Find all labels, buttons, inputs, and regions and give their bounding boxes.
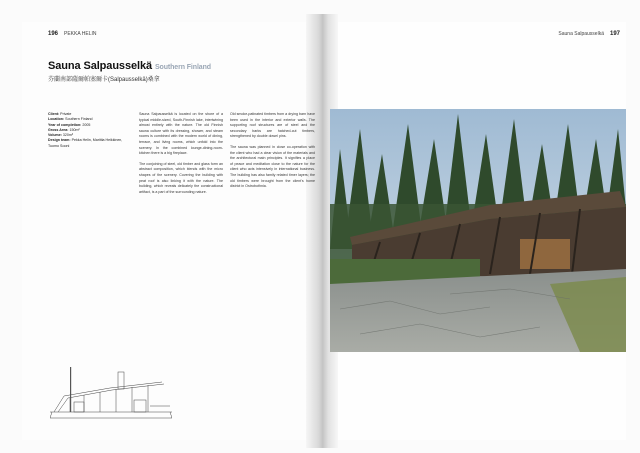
left-page-number: 196 <box>48 31 59 37</box>
section-title: Sauna Salpausselkä <box>558 31 604 37</box>
body-column-1 <box>139 112 223 200</box>
title-name: Sauna Salpausselkä <box>48 60 152 72</box>
meta-value: 150m² <box>68 127 80 132</box>
body-paragraph: The sauna was planned in close co-operation with the client who had a clear vision of the materials and the architectural main principles. It signifies a place of peace and meditation close to the nature for the client who acts intensively in international business. The building has also family related timer layers; the old timbers were brought from the client's home district in Ostrobothnia. <box>230 144 315 189</box>
meta-value: 320m³ <box>61 133 74 138</box>
title-region: Southern Finland <box>154 64 211 71</box>
meta-key: Year of completion: <box>48 122 82 127</box>
meta-value: Southern Finland <box>64 117 93 122</box>
right-page-number: 197 <box>609 31 620 37</box>
left-page-header <box>48 31 97 37</box>
meta-key: Volume: <box>48 133 62 138</box>
body-paragraph: The conjoining of steel, old timber and glass form an abstract composition, which blends with the micro shapes of the scenery. Covering the building with peat roof is also linking it with the nature. The building, which reveals delicately the constructional artifact, is a part of the surrounding nature. <box>139 161 223 194</box>
body-paragraph: Sauna Salpausselkä is located on the shore of a typical middle-sized, South-Finnish lake, intertwining almost entirely with the nature. The old Finnish sauna culture with its dressing, shower, and steam rooms is combined with the modern world of dining, terrace, and living rooms, which unfold into the scenery. In the combined lounge-dining-room-kitchen there is a big fireplace. <box>139 112 223 156</box>
meta-key: Gross Area: <box>48 127 69 132</box>
meta-key: Location: <box>48 117 65 122</box>
meta-value: Private <box>59 112 72 116</box>
meta-key: Design team: <box>48 138 71 143</box>
chinese-subtitle: 芬蘭南部薩爾帕塞爾卡(Salpausselkä)桑拿 <box>48 77 160 83</box>
section-drawing <box>50 362 172 420</box>
sauna-photo <box>330 109 626 352</box>
author-name: PEKKA HELIN <box>64 31 97 37</box>
meta-value: Pekka Helin, Marittia Heikkinen, Tuomo Sooni <box>48 138 123 148</box>
right-page-header <box>558 31 620 37</box>
article-title <box>48 60 211 72</box>
project-metadata <box>48 112 128 149</box>
body-column-2 <box>230 112 315 195</box>
meta-row <box>48 138 128 149</box>
meta-value: 2005 <box>81 122 91 127</box>
meta-key: Client: <box>48 112 60 116</box>
body-paragraph: Old smoke-patinated timbers from a drying barn have been used in the interior and exterior walls. The supporting roof structures are of steel and the secondary barks are hatched-cut timbers, strengthened by double dowel pins. <box>230 112 315 139</box>
